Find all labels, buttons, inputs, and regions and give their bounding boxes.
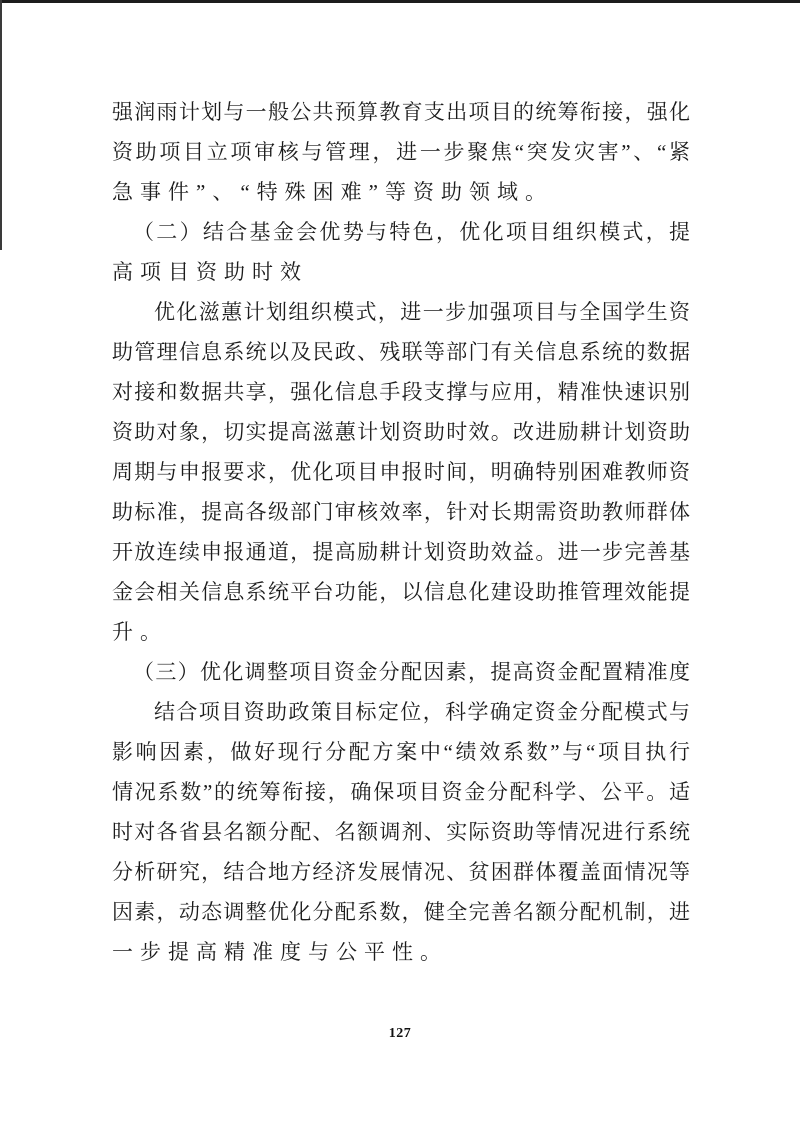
paragraph-line: 分析研究，结合地方经济发展情况、贫困群体覆盖面情况等 xyxy=(112,860,690,884)
paragraph-line: 因素，动态调整优化分配系数，健全完善名额分配机制，进 xyxy=(112,900,690,924)
page-left-edge-line xyxy=(0,0,2,250)
paragraph-line: 强润雨计划与一般公共预算教育支出项目的统筹衔接，强化 xyxy=(112,100,690,124)
paragraph-line: 一步提高精准度与公平性。 xyxy=(112,940,448,964)
paragraph-line: 资助项目立项审核与管理，进一步聚焦“突发灾害”、“紧 xyxy=(112,140,690,164)
paragraph-line: 助标准，提高各级部门审核效率，针对长期需资助教师群体 xyxy=(112,500,690,524)
section-heading-line: 高项目资助时效 xyxy=(112,260,308,284)
paragraph-line: 开放连续申报通道，提高励耕计划资助效益。进一步完善基 xyxy=(112,540,690,564)
paragraph-line: 金会相关信息系统平台功能，以信息化建设助推管理效能提 xyxy=(112,580,690,604)
section-heading-line: （二）结合基金会优势与特色，优化项目组织模式，提 xyxy=(133,220,690,244)
page-number: 127 xyxy=(388,1026,412,1041)
section-heading-line: （三）优化调整项目资金分配因素，提高资金配置精准度 xyxy=(133,660,690,684)
paragraph-line: 周期与申报要求，优化项目申报时间，明确特别困难教师资 xyxy=(112,460,690,484)
document-text-block xyxy=(112,92,690,972)
paragraph-line: 对接和数据共享，强化信息手段支撑与应用，精准快速识别 xyxy=(112,380,690,404)
paragraph-line: 优化滋蕙计划组织模式，进一步加强项目与全国学生资 xyxy=(154,300,690,324)
paragraph-line: 情况系数”的统筹衔接，确保项目资金分配科学、公平。适 xyxy=(112,780,690,804)
paragraph-line: 时对各省县名额分配、名额调剂、实际资助等情况进行系统 xyxy=(112,820,690,844)
paragraph-line: 结合项目资助政策目标定位，科学确定资金分配模式与 xyxy=(154,700,690,724)
paragraph-line: 急事件”、“特殊困难”等资助领域。 xyxy=(112,180,553,204)
page-top-edge-line xyxy=(0,0,800,3)
paragraph-line: 影响因素，做好现行分配方案中“绩效系数”与“项目执行 xyxy=(112,740,690,764)
paragraph-line: 助管理信息系统以及民政、残联等部门有关信息系统的数据 xyxy=(112,340,690,364)
paragraph-line: 升。 xyxy=(112,620,168,644)
paragraph-line: 资助对象，切实提高滋蕙计划资助时效。改进励耕计划资助 xyxy=(112,420,690,444)
